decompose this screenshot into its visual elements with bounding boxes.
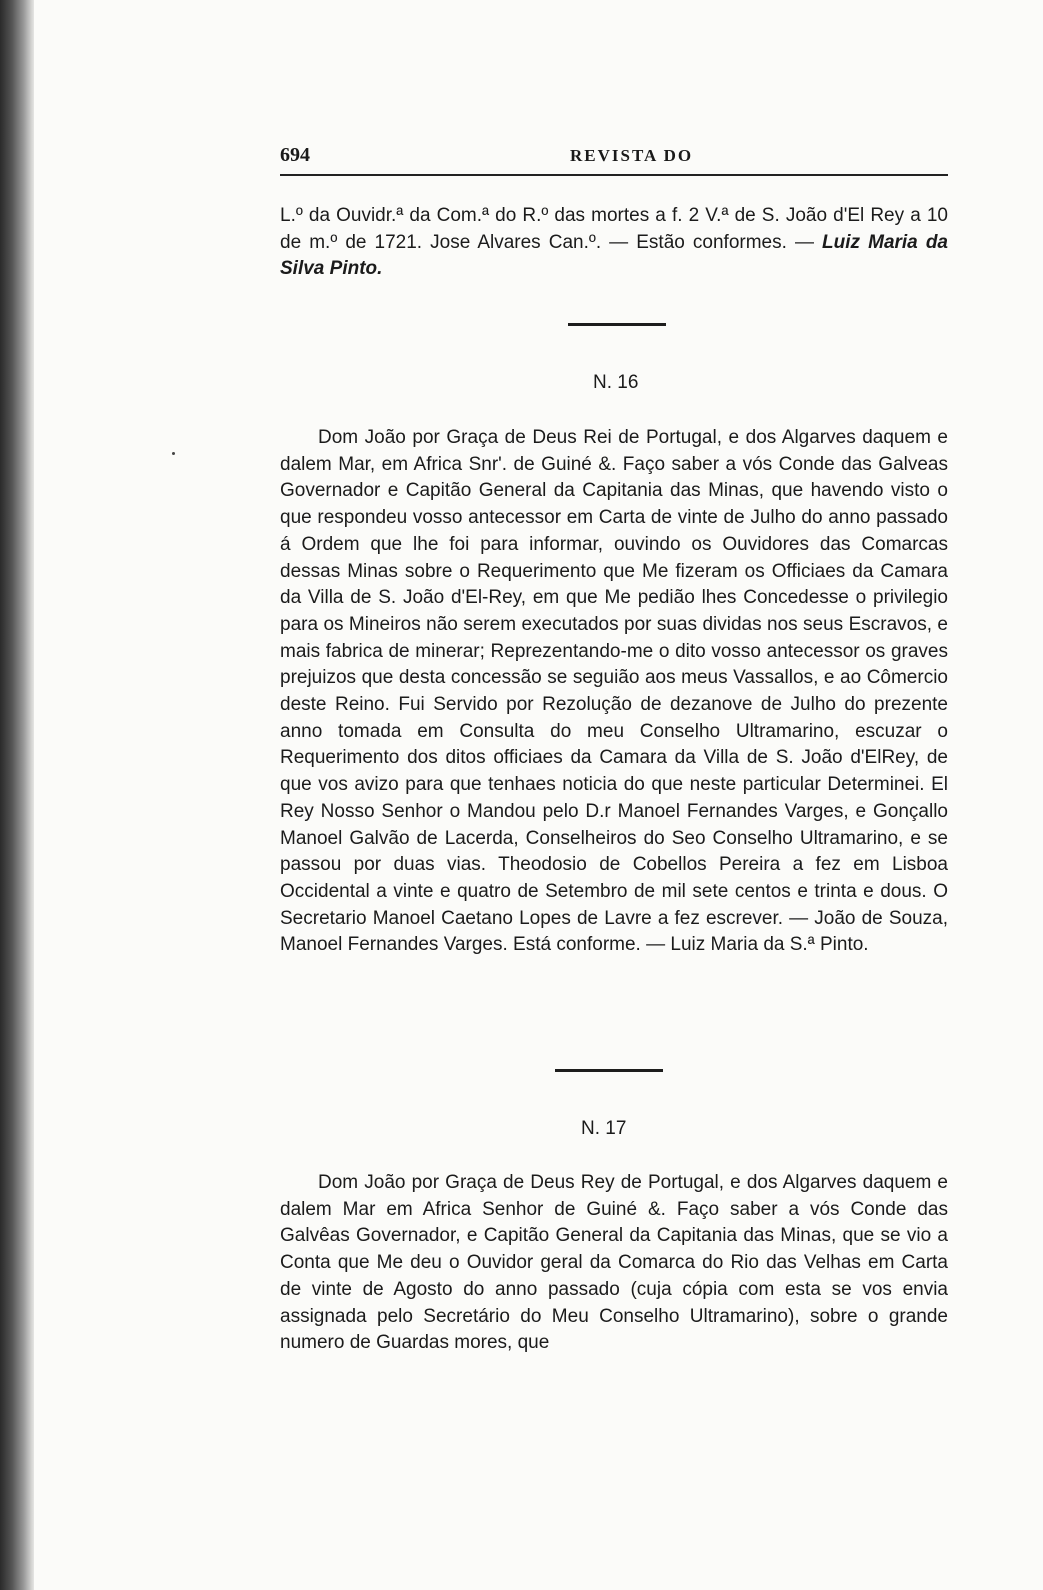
journal-title: REVISTA DO [570, 146, 694, 165]
document-heading-n16: N. 16 [593, 372, 639, 393]
section-separator [568, 323, 666, 326]
header-rule [280, 174, 948, 176]
book-binding-edge [0, 0, 34, 1590]
document-text-n16: Dom João por Graça de Deus Rei de Portugal, e dos Algarves daquem e dalem Mar, em Africa Snr'. de Guiné &. Faço saber a vós Conde das Galveas Governador e Capitão General da Capitania das Minas, que havendo visto o que respondeu vosso antecessor em Carta de vinte de Julho do anno passado á Ordem que lhe foi para informar, ouvindo os Ouvidores das Comarcas dessas Minas sobre o Requerimento que Me fizeram os Officiaes da Camara da Villa de S. João d'El-Rey, em que Me pedião lhes Concedesse o privilegio para os Mineiros não serem executados por suas dividas nos seus Escravos, e mais fabrica de minerar; Reprezentando-me o dito vosso antecessor os graves prejuizos que desta concessão se seguião aos meus Vassallos, e ao Cômercio deste Reino. Fui Servido por Rezolução de dezanove de Julho do prezente anno tomada em Consulta do meu Conselho Ultramarino, escuzar o Requerimento dos ditos officiaes da Camara da Villa de S. João d'ElRey, de que vos avizo para que tenhaes noticia do que neste particular Determinei. El Rey Nosso Senhor o Mandou pelo D.r Manoel Fernandes Varges, e Gonçallo Manoel Galvão de Lacerda, Conselheiros do Seo Conselho Ultramarino, e se passou por duas vias. Theodosio de Cobellos Pereira a fez em Lisboa Occidental a vinte e quatro de Setembro de mil sete centos e trinta e dous. O Secretario Manoel Caetano Lopes de Lavre a fez escrever. — João de Souza, Manoel Fernandes Varges. Está conforme. — Luiz Maria da S.ª Pinto. [280, 427, 948, 956]
document-body-n17 [280, 1170, 948, 1357]
print-speck [172, 452, 175, 455]
running-header [280, 140, 948, 180]
document-body-n16 [280, 425, 948, 959]
intro-paragraph [280, 203, 948, 283]
page-number: 694 [280, 144, 310, 166]
intro-text: L.º da Ouvidr.ª da Com.ª do R.º das mortes a f. 2 V.ª de S. João d'El Rey a 10 de m.º de 1721. Jose Alvares Can.º. — Estão conformes. — [280, 205, 948, 253]
section-separator [555, 1069, 663, 1072]
intro-signature: Luiz Maria da Silva Pinto. [280, 231, 948, 280]
document-heading-n17: N. 17 [581, 1118, 627, 1139]
document-text-n17: Dom João por Graça de Deus Rey de Portugal, e dos Algarves daquem e dalem Mar em Africa Senhor de Guiné &. Faço saber a vós Conde das Galvêas Governador, e Capitão General da Capitania das Minas, que se vio a Conta que Me deu o Ouvidor geral da Comarca do Rio das Velhas em Carta de vinte de Agosto do anno passado (cuja cópia com esta se vos envia assignada pelo Secretário do Meu Conselho Ultramarino), sobre o grande numero de Guardas mores, que [280, 1172, 948, 1354]
